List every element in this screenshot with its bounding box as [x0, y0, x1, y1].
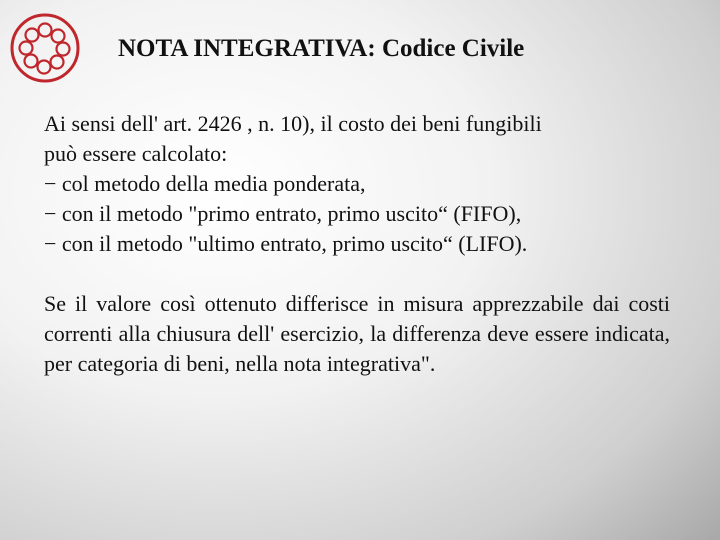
list-item-fifo: − con il metodo "primo entrato, primo uscito“ (FIFO),	[44, 201, 522, 226]
slide-title: NOTA INTEGRATIVA: Codice Civile	[118, 35, 525, 62]
knot-emblem-icon	[10, 13, 80, 83]
paragraph-line: Ai sensi dell' art. 2426 , n. 10), il costo dei beni fungibili	[44, 111, 542, 136]
list-item-weighted-average: − col metodo della media ponderata,	[44, 171, 366, 196]
paragraph-methods	[44, 109, 670, 259]
paragraph-text: Se il valore così ottenuto differisce in misura apprezzabile dai costi correnti alla chiusura dell' esercizio, la differenza deve essere indicata, per categoria di beni, nella nota integrativa".	[44, 291, 670, 376]
slide-body	[44, 109, 670, 379]
paragraph-line: può essere calcolato:	[44, 141, 228, 166]
paragraph-disclosure	[44, 289, 670, 379]
list-item-lifo: − con il metodo "ultimo entrato, primo uscito“ (LIFO).	[44, 231, 528, 256]
